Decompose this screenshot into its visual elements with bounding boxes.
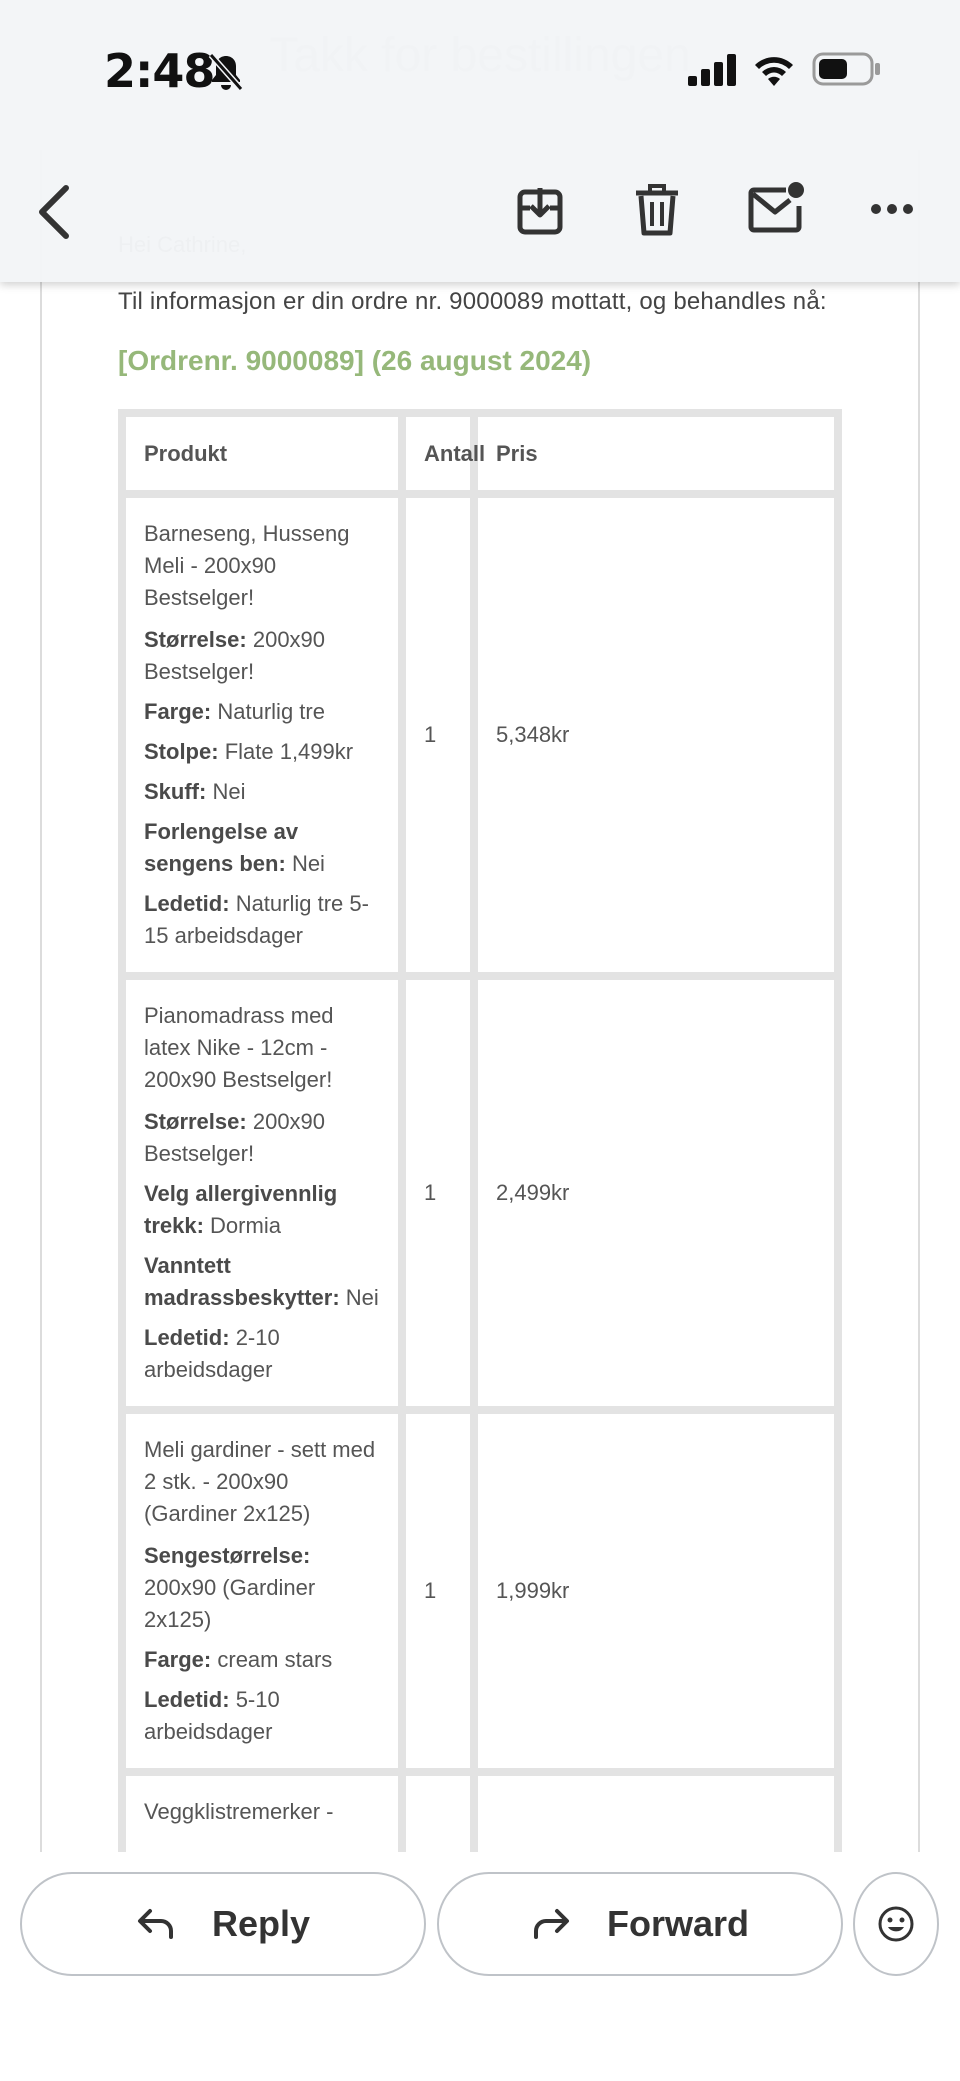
attribute-label: Skuff:: [144, 779, 207, 804]
header-product: Produkt: [122, 413, 402, 494]
table-row: [122, 494, 838, 976]
quantity-cell: 1: [402, 976, 474, 1410]
attribute-label: Størrelse:: [144, 627, 247, 652]
product-attribute: [144, 1178, 380, 1242]
reply-arrow-icon: [136, 1907, 176, 1941]
attribute-label: Stolpe:: [144, 739, 219, 764]
product-attribute: [144, 1644, 380, 1676]
attribute-value: cream stars: [217, 1647, 333, 1672]
forward-button[interactable]: [437, 1872, 843, 1976]
attribute-value: Dormia: [210, 1213, 281, 1238]
attribute-value: 5-10 arbeidsdager: [144, 1687, 280, 1744]
attribute-value: 200x90 (Gardiner 2x125): [144, 1575, 316, 1632]
attribute-value: Nei: [345, 1285, 379, 1310]
order-heading: [Ordrenr. 9000089] (26 august 2024): [118, 345, 592, 376]
back-chevron-icon[interactable]: [34, 184, 74, 240]
quantity-cell: 1: [402, 1410, 474, 1772]
product-attribute: [144, 888, 380, 952]
product-attribute: [144, 1250, 380, 1314]
product-name: Pianomadrass med latex Nike - 12cm - 200x90 Bestselger!: [144, 1003, 334, 1092]
reply-button[interactable]: [20, 1872, 426, 1976]
product-name: Barneseng, Husseng Meli - 200x90 Bestselger!: [144, 521, 350, 610]
bottom-action-bar: [0, 1852, 960, 2081]
product-name: Veggklistremerker -: [144, 1799, 334, 1824]
price-cell: 1,999kr: [474, 1410, 838, 1772]
product-attribute: [144, 816, 380, 880]
attribute-label: Størrelse:: [144, 1109, 247, 1134]
forward-arrow-icon: [531, 1907, 571, 1941]
product-cell: [122, 1772, 402, 1862]
emoji-reaction-button[interactable]: [853, 1872, 939, 1976]
battery-icon: [812, 52, 882, 86]
attribute-value: Naturlig tre 5-15 arbeidsdager: [144, 891, 369, 948]
wifi-icon: [752, 52, 796, 86]
order-table: [118, 409, 842, 1866]
quantity-cell: [402, 1772, 474, 1862]
attribute-value: 200x90 Bestselger!: [144, 1109, 326, 1166]
trash-icon[interactable]: [634, 184, 680, 236]
product-attribute: [144, 1322, 380, 1386]
attribute-value: Nei: [291, 851, 325, 876]
attribute-value: Flate 1,499kr: [224, 739, 354, 764]
mail-toolbar: [0, 0, 960, 282]
attribute-label: Sengestørrelse:: [144, 1543, 311, 1568]
product-attribute: [144, 624, 380, 688]
attribute-label: Farge:: [144, 699, 212, 724]
product-attribute: [144, 1684, 380, 1748]
attribute-value: Nei: [212, 779, 246, 804]
attribute-label: Ledetid:: [144, 891, 230, 916]
more-horizontal-icon[interactable]: [870, 202, 914, 216]
cellular-signal-icon: [688, 54, 738, 86]
reply-label: Reply: [211, 1903, 311, 1944]
product-attribute: [144, 736, 380, 768]
price-cell: [474, 1772, 838, 1862]
header-qty: Antall: [402, 413, 474, 494]
price-cell: 2,499kr: [474, 976, 838, 1410]
product-cell: [122, 1410, 402, 1772]
table-header-row: [122, 413, 838, 494]
product-name: Meli gardiner - sett med 2 stk. - 200x90 (Gardiner 2x125): [144, 1437, 376, 1526]
attribute-value: 2-10 arbeidsdager: [144, 1325, 280, 1382]
table-row: [122, 1772, 838, 1862]
product-attribute: [144, 1540, 380, 1636]
forward-label: Forward: [606, 1903, 749, 1944]
email-intro: Til informasjon er din ordre nr. 9000089 mottatt, og behandles nå:: [118, 288, 827, 315]
product-cell: [122, 976, 402, 1410]
emoji-smile-icon: [877, 1905, 915, 1943]
product-attribute: [144, 1106, 380, 1170]
product-cell: [122, 494, 402, 976]
price-cell: 5,348kr: [474, 494, 838, 976]
attribute-label: Farge:: [144, 1647, 212, 1672]
archive-icon[interactable]: [516, 184, 564, 236]
table-row: [122, 976, 838, 1410]
product-attribute: [144, 776, 380, 808]
attribute-label: Velg allergivennlig trekk:: [144, 1181, 338, 1238]
attribute-label: Forlengelse av sengens ben:: [144, 819, 299, 876]
quantity-cell: 1: [402, 494, 474, 976]
attribute-label: Ledetid:: [144, 1325, 230, 1350]
attribute-label: Vanntett madrassbeskytter:: [144, 1253, 340, 1310]
attribute-value: Naturlig tre: [217, 699, 325, 724]
header-price: Pris: [474, 413, 838, 494]
status-time: 2:48: [104, 44, 215, 98]
mail-unread-icon[interactable]: [748, 180, 806, 234]
attribute-label: Ledetid:: [144, 1687, 230, 1712]
product-attribute: [144, 696, 380, 728]
attribute-value: 200x90 Bestselger!: [144, 627, 326, 684]
bell-slash-icon: [208, 52, 244, 92]
table-row: [122, 1410, 838, 1772]
